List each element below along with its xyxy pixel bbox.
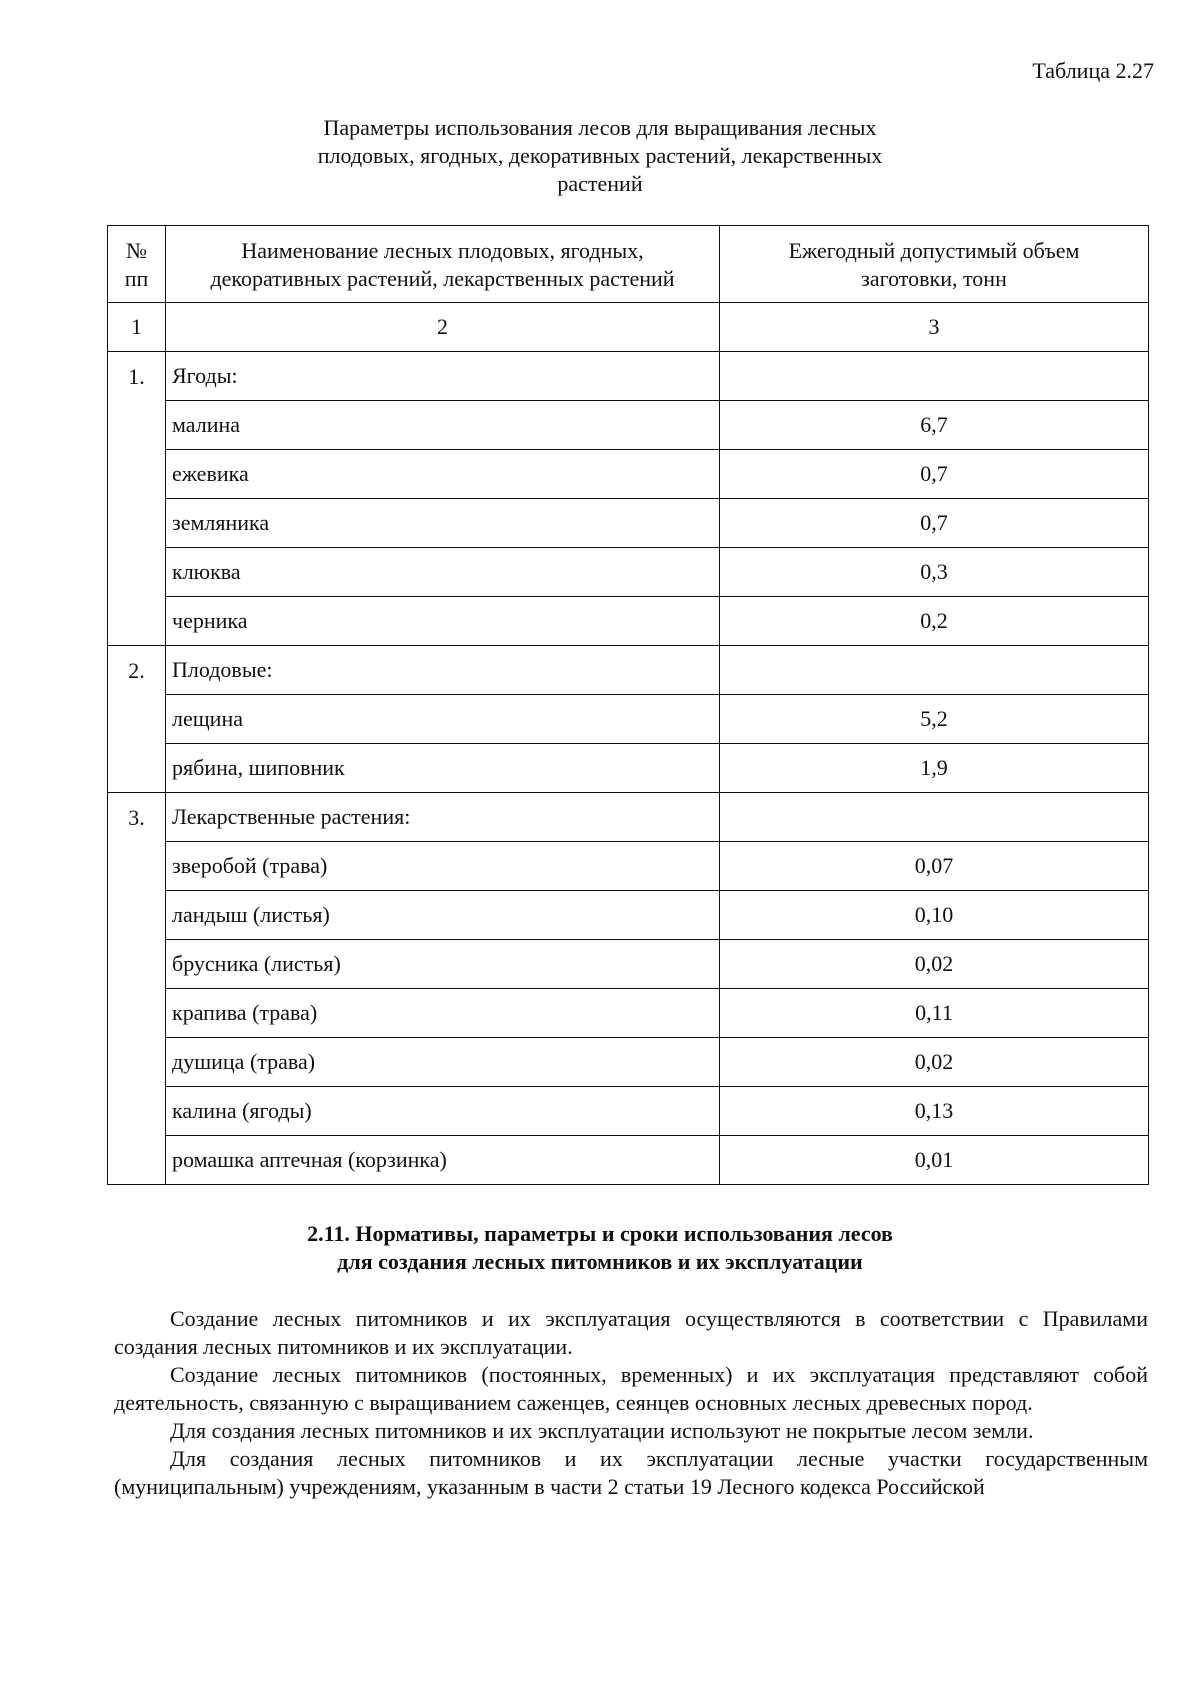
annual-volume: 0,11 [720,989,1149,1038]
annual-volume: 0,10 [720,891,1149,940]
plant-name: черника [166,597,720,646]
annual-volume: 0,07 [720,842,1149,891]
table-row [108,989,1149,1038]
paragraph: Создание лесных питомников и их эксплуатация осуществляются в соответствии с Правилами создания лесных питомников и их эксплуатации. [114,1306,1148,1359]
annual-volume: 0,02 [720,940,1149,989]
plant-name: клюква [166,548,720,597]
header-text: Ежегодный допустимый объем [788,238,1080,263]
group-value-empty [720,793,1149,842]
table-row [108,548,1149,597]
group-header-row [108,352,1149,401]
plant-name: брусника (листья) [166,940,720,989]
caption-line: плодовых, ягодных, декоративных растений, лекарственных [317,143,883,168]
table-row [108,891,1149,940]
annual-volume: 1,9 [720,744,1149,793]
header-number [108,226,166,303]
header-text: пп [124,266,149,291]
group-number: 3. [108,793,166,1185]
table-row [108,1038,1149,1087]
group-title: Плодовые: [166,646,720,695]
column-number: 2 [166,303,720,352]
parameters-table [107,225,1149,1185]
plant-name: ежевика [166,450,720,499]
annual-volume: 0,2 [720,597,1149,646]
header-text: заготовки, тонн [861,266,1007,291]
plant-name: калина (ягоды) [166,1087,720,1136]
annual-volume: 0,02 [720,1038,1149,1087]
annual-volume: 5,2 [720,695,1149,744]
section-heading [0,1220,1200,1276]
column-number-row [108,303,1149,352]
plant-name: земляника [166,499,720,548]
plant-name: малина [166,401,720,450]
heading-line: для создания лесных питомников и их эксплуатации [337,1249,863,1274]
annual-volume: 0,13 [720,1087,1149,1136]
caption-line: Параметры использования лесов для выращивания лесных [323,115,877,140]
paragraph: Для создания лесных питомников и их эксплуатации лесные участки государственным (муниципальным) учреждениям, указанным в части 2 статьи 19 Лесного кодекса Российской [114,1446,1148,1499]
table-row [108,450,1149,499]
group-value-empty [720,646,1149,695]
table-row [108,401,1149,450]
header-annual-volume [720,226,1149,303]
group-number: 1. [108,352,166,646]
annual-volume: 0,7 [720,499,1149,548]
table-header-row [108,226,1149,303]
plant-name: душица (трава) [166,1038,720,1087]
paragraph: Для создания лесных питомников и их эксплуатации используют не покрытые лесом земли. [170,1418,1034,1443]
table-row [108,1136,1149,1185]
section-body [114,1305,1148,1501]
plant-name: ромашка аптечная (корзинка) [166,1136,720,1185]
table-row [108,744,1149,793]
header-text: Наименование лесных плодовых, ягодных, [241,238,644,263]
group-title: Ягоды: [166,352,720,401]
annual-volume: 6,7 [720,401,1149,450]
caption-line: растений [557,171,643,196]
table-row [108,1087,1149,1136]
column-number: 1 [108,303,166,352]
group-header-row [108,793,1149,842]
table-row [108,499,1149,548]
group-title: Лекарственные растения: [166,793,720,842]
header-plant-name [166,226,720,303]
table-number-label: Таблица 2.27 [1032,58,1154,83]
table-row [108,842,1149,891]
heading-line: 2.11. Нормативы, параметры и сроки использования лесов [307,1221,893,1246]
plant-name: лещина [166,695,720,744]
table-caption [0,114,1200,198]
group-value-empty [720,352,1149,401]
table-row [108,695,1149,744]
paragraph: Создание лесных питомников (постоянных, временных) и их эксплуатация представляют собой деятельность, связанную с выращиванием саженцев, сеянцев основных лесных древесных пород. [114,1362,1148,1415]
plant-name: крапива (трава) [166,989,720,1038]
annual-volume: 0,7 [720,450,1149,499]
column-number: 3 [720,303,1149,352]
group-header-row [108,646,1149,695]
plant-name: зверобой (трава) [166,842,720,891]
annual-volume: 0,01 [720,1136,1149,1185]
annual-volume: 0,3 [720,548,1149,597]
header-text: № [126,238,147,263]
header-text: декоративных растений, лекарственных растений [210,266,675,291]
plant-name: рябина, шиповник [166,744,720,793]
group-number: 2. [108,646,166,793]
plant-name: ландыш (листья) [166,891,720,940]
table-row [108,597,1149,646]
table-row [108,940,1149,989]
